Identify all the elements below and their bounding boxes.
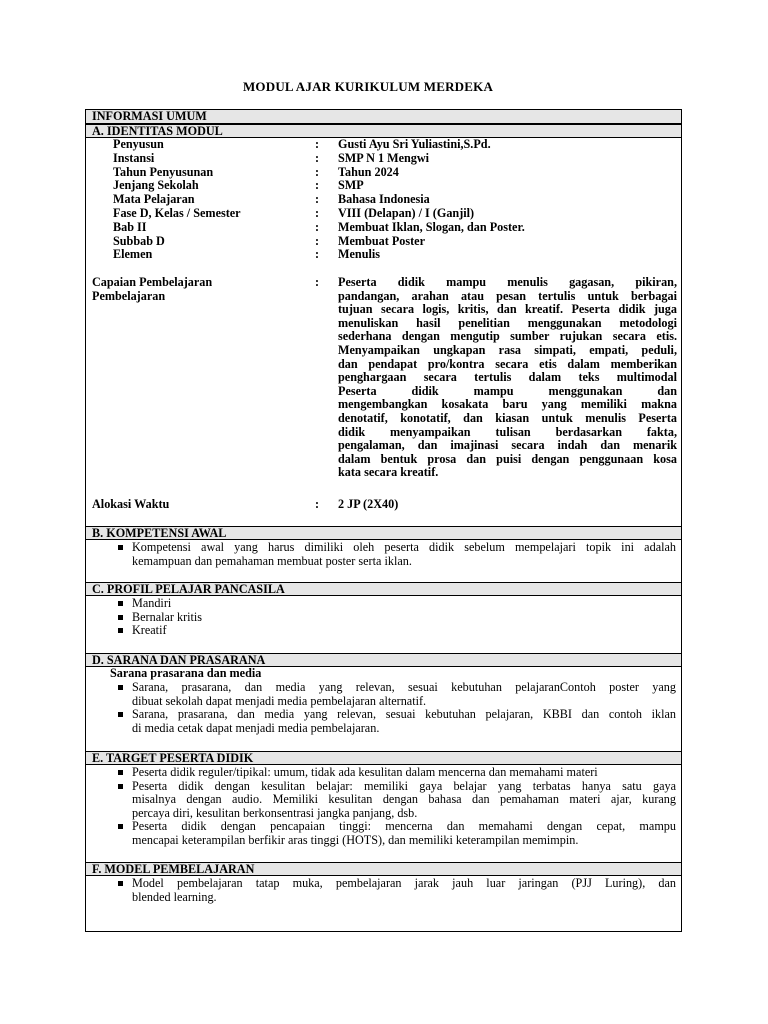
- colon: :: [315, 206, 320, 220]
- capaian-line: denotatif, konotatif, dan kiasan untuk menulis Peserta: [338, 410, 677, 425]
- info-umum-header: INFORMASI UMUM: [86, 110, 681, 124]
- document-title: MODUL AJAR KURIKULUM MERDEKA: [242, 79, 494, 94]
- colon: :: [315, 497, 320, 511]
- list-item: [110, 541, 676, 568]
- identity-label: Elemen: [113, 247, 153, 262]
- alokasi-label: Alokasi Waktu: [92, 497, 170, 511]
- colon: :: [315, 192, 320, 207]
- list-item: [110, 820, 676, 847]
- identity-label: Fase D, Kelas / Semester: [113, 206, 241, 220]
- profil-pelajar-header: C. PROFIL PELAJAR PANCASILA: [86, 582, 681, 596]
- info-table: [85, 109, 682, 932]
- colon: :: [315, 137, 320, 151]
- identity-label: Bab II: [113, 219, 147, 234]
- capaian-line: didik menyampaikan tulisan berdasarkan fakta,: [338, 424, 677, 439]
- sarana-list: [110, 681, 676, 735]
- list-item: [110, 681, 676, 708]
- list-item-line: percaya diri, kesulitan berkonsentrasi jangka panjang, dsb.: [132, 805, 418, 820]
- kompetensi-awal-header: B. KOMPETENSI AWAL: [86, 526, 681, 540]
- colon: :: [315, 178, 320, 193]
- list-item-line: Sarana, prasarana, dan media yang relevan, sesuai kebutuhan pelajaranContoh poster yang: [132, 680, 676, 694]
- alokasi-value: 2 JP (2X40): [338, 497, 399, 511]
- capaian-line: kata secara kreatif.: [338, 465, 439, 480]
- list-item-line: dibuat sekolah dapat menjadi media pembelajaran alternatif.: [132, 693, 427, 708]
- capaian-line: penghargaan secara tertulis dalam teks multimodal: [338, 370, 677, 385]
- capaian-line: tujuan secara logis, kritis, dan kreatif. Peserta didik juga: [338, 302, 677, 317]
- list-item-line: mencapai keterampilan berfikir aras tinggi (HOTS), dan memiliki keterampilan memimpin.: [132, 832, 579, 847]
- profil-list: [110, 597, 676, 638]
- colon: :: [315, 219, 320, 234]
- list-item: [110, 708, 676, 735]
- list-item: [110, 766, 676, 780]
- list-item: [110, 877, 676, 904]
- list-item-line: Model pembelajaran tatap muka, pembelajaran jarak jauh luar jaringan (PJJ Luring), dan: [132, 876, 676, 890]
- capaian-line: pandangan, arahan atau pesan tertulis untuk berbagai: [338, 288, 677, 303]
- colon: :: [315, 164, 320, 179]
- target-list: [110, 766, 676, 848]
- list-item-line: Kompetensi awal yang harus dimiliki oleh peserta didik sebelum mempelajari topik ini adalah: [132, 540, 676, 554]
- identity-label: Jenjang Sekolah: [113, 178, 199, 193]
- list-item-line: Peserta didik reguler/tipikal: umum, tidak ada kesulitan dalam mencerna dan memahami materi: [132, 765, 598, 779]
- list-item: [110, 780, 676, 821]
- sarana-prasarana-header: D. SARANA DAN PRASARANA: [86, 653, 681, 667]
- identity-value: SMP N 1 Mengwi: [338, 150, 430, 165]
- list-item: Mandiri: [110, 597, 676, 611]
- model-list: [110, 877, 676, 904]
- capaian-line: Peserta didik mampu menulis gagasan, pikiran,: [338, 275, 677, 289]
- capaian-line: mengembangkan kosakata baru yang memiliki makna: [338, 397, 677, 412]
- colon: :: [315, 275, 320, 289]
- identity-label: Mata Pelajaran: [113, 192, 195, 207]
- model-pembelajaran-header: F. MODEL PEMBELAJARAN: [86, 862, 681, 876]
- identitas-modul-header: A. IDENTITAS MODUL: [86, 124, 681, 138]
- colon: :: [315, 233, 320, 248]
- list-item-line: blended learning.: [132, 889, 217, 904]
- identity-value: Tahun 2024: [338, 164, 399, 179]
- identity-label: Tahun Penyusunan: [113, 164, 214, 179]
- identity-value: Gusti Ayu Sri Yuliastini,S.Pd.: [338, 137, 491, 151]
- list-item-line: Peserta didik dengan pencapaian tinggi: mencerna dan memahami dengan cepat, mampu: [132, 819, 676, 834]
- identity-value: Bahasa Indonesia: [338, 192, 430, 207]
- colon: :: [315, 150, 320, 165]
- list-item: Bernalar kritis: [110, 611, 676, 625]
- capaian-label: Capaian Pembelajaran: [92, 275, 213, 289]
- capaian-label-2: Pembelajaran: [92, 289, 166, 303]
- list-item-line: Peserta didik dengan kesulitan belajar: memiliki gaya belajar yang terbatas hanya satu gaya: [132, 778, 676, 793]
- target-peserta-header: E. TARGET PESERTA DIDIK: [86, 751, 681, 765]
- capaian-line: pengalaman, dan imajinasi secara indah dan menarik: [338, 438, 677, 453]
- colon: :: [315, 247, 320, 262]
- identity-value: Membuat Poster: [338, 233, 425, 248]
- list-item-line: di media cetak dapat menjadi media pembelajaran.: [132, 720, 380, 735]
- identity-label: Subbab D: [113, 233, 165, 248]
- identity-value: Membuat Iklan, Slogan, dan Poster.: [338, 219, 525, 234]
- capaian-line: menuliskan hasil penelitian menggunakan metodologi: [338, 315, 677, 330]
- capaian-line: sederhana dengan mengutip sumber rujukan secara etis.: [338, 329, 677, 344]
- identity-value: SMP: [338, 178, 364, 193]
- list-item: Kreatif: [110, 624, 676, 638]
- kompetensi-list: [110, 541, 676, 568]
- identity-value: Menulis: [338, 247, 380, 262]
- list-item-line: Sarana, prasarana, dan media yang relevan, sesuai kebutuhan pelajaran, KBBI dan contoh iklan: [132, 707, 676, 722]
- identity-label: Instansi: [113, 150, 155, 165]
- capaian-line: dan pendapat pro/kontra secara etis dalam memberikan: [338, 356, 677, 371]
- identity-label: Penyusun: [113, 137, 164, 151]
- list-item-line: misalnya dengan audio. Memiliki kesulitan dengan bahasa dan pemahaman materi ajar, kurang: [132, 792, 676, 807]
- list-item-line: kemampuan dan pemahaman membuat poster serta iklan.: [132, 553, 412, 568]
- capaian-line: Peserta didik mampu menggunakan dan: [338, 383, 677, 398]
- identity-value: VIII (Delapan) / I (Ganjil): [338, 206, 475, 220]
- sarana-subheading: Sarana prasarana dan media: [110, 666, 262, 680]
- capaian-line: dalam bentuk prosa dan puisi dengan penggunaan kosa: [338, 451, 677, 466]
- capaian-paragraph: [338, 276, 677, 480]
- capaian-line: Menyampaikan ungkapan rasa simpati, empati, peduli,: [338, 342, 677, 357]
